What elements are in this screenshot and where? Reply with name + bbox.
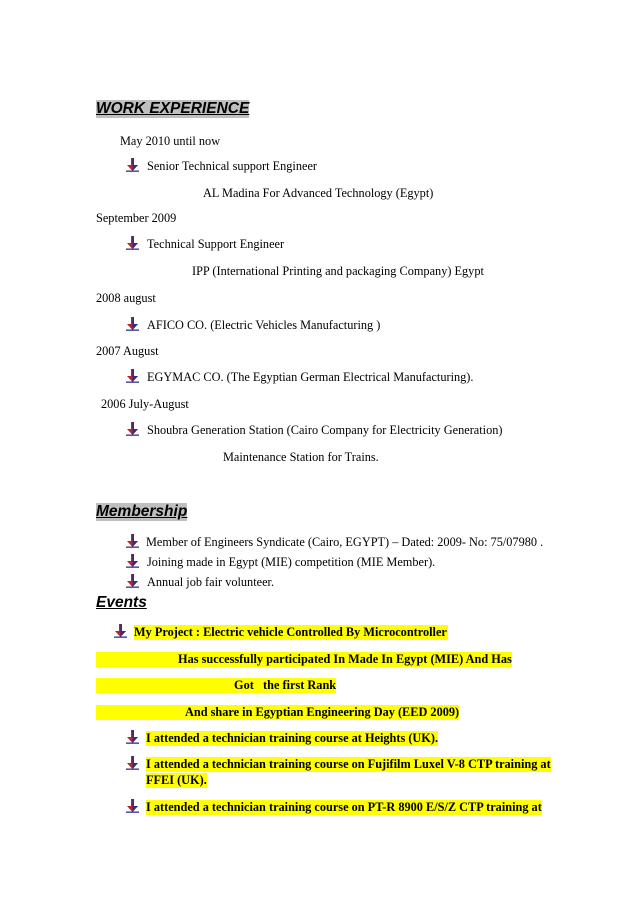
date-2006-july-august: 2006 July-August [101, 397, 189, 411]
arrow-bullet-icon [126, 554, 139, 568]
highlight-band [96, 652, 178, 667]
arrow-bullet-icon [126, 799, 139, 813]
arrow-bullet-icon [126, 422, 139, 436]
arrow-bullet-icon [126, 730, 139, 744]
date-2007-august: 2007 August [96, 344, 159, 358]
events-course-fujifilm: I attended a technician training course on Fujifilm Luxel V-8 CTP training at [146, 757, 551, 771]
arrow-bullet-icon [126, 534, 139, 548]
work-experience-heading: WORK EXPERIENCE [96, 100, 250, 117]
events-course-heights: I attended a technician training course at Heights (UK). [146, 731, 439, 745]
company-egymac: EGYMAC CO. (The Egyptian German Electrical Manufacturing). [147, 370, 474, 384]
events-course-ptr: I attended a technician training course on PT-R 8900 E/S/Z CTP training at [146, 800, 542, 814]
arrow-bullet-icon [126, 369, 139, 383]
events-line-rank: Got the first Rank [234, 678, 337, 692]
events-project: My Project : Electric vehicle Controlled By Microcontroller [134, 625, 447, 639]
arrow-bullet-icon [126, 317, 139, 331]
membership-item: Annual job fair volunteer. [147, 575, 275, 589]
arrow-bullet-icon [126, 574, 139, 588]
company-shoubra-sub: Maintenance Station for Trains. [223, 450, 379, 464]
events-course-fujifilm-cont: FFEI (UK). [146, 773, 207, 787]
events-heading: Events [96, 594, 147, 611]
events-line-mie: Has successfully participated In Made In Egypt (MIE) And Has [178, 652, 512, 666]
company-afico: AFICO CO. (Electric Vehicles Manufacturing ) [147, 318, 381, 332]
date-september-2009: September 2009 [96, 211, 177, 225]
role-technical-support: Technical Support Engineer [147, 237, 285, 251]
membership-heading: Membership [96, 503, 188, 520]
company-al-madina: AL Madina For Advanced Technology (Egypt) [203, 186, 434, 200]
date-2008-august: 2008 august [96, 291, 156, 305]
arrow-bullet-icon [126, 756, 139, 770]
membership-item: Joining made in Egypt (MIE) competition (MIE Member). [147, 555, 436, 569]
date-may-2010: May 2010 until now [120, 134, 221, 148]
company-ipp: IPP (International Printing and packaging Company) Egypt [192, 264, 484, 278]
company-shoubra: Shoubra Generation Station (Cairo Company for Electricity Generation) [147, 423, 503, 437]
events-line-eed: And share in Egyptian Engineering Day (EED 2009) [185, 705, 460, 719]
arrow-bullet-icon [126, 158, 139, 172]
highlight-band [96, 705, 185, 720]
arrow-bullet-icon [114, 624, 127, 638]
role-senior-engineer: Senior Technical support Engineer [147, 159, 317, 173]
arrow-bullet-icon [126, 236, 139, 250]
membership-item: Member of Engineers Syndicate (Cairo, EGYPT) – Dated: 2009- No: 75/07980 . [146, 535, 544, 549]
highlight-band [96, 678, 234, 693]
